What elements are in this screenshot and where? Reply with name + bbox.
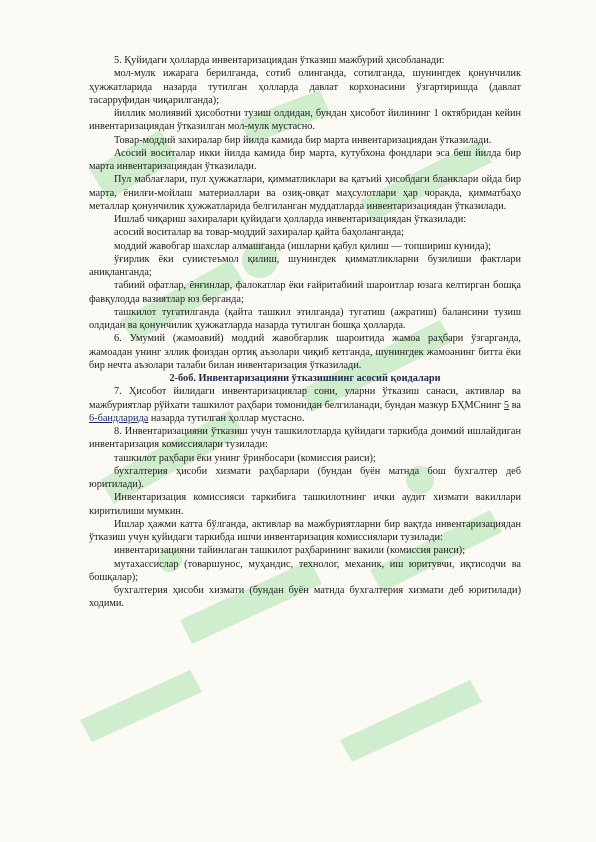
paragraph bbox=[89, 385, 521, 425]
paragraph: Товар-моддий захиралар бир йилда камида бир марта инвентаризациядан ўтказилади. bbox=[114, 134, 492, 146]
clause-link-5[interactable]: 5 bbox=[503, 399, 510, 411]
paragraph: табиий офатлар, ёнғинлар, фалокатлар ёки ғайритабиий шароитлар юзага келтирган бошқа фавқулодда вазиятлар юз берганда; bbox=[89, 280, 521, 305]
paragraph: Асосий воситалар икки йилда камида бир марта, кутубхона фондлари эса беш йилда бир марта инвентаризациядан ўтказилади. bbox=[89, 147, 521, 172]
paragraph: бухгалтерия ҳисоби хизмати (бундан буён матнда бухгалтерия хизмати деб юритилади) ходими. bbox=[89, 585, 521, 610]
paragraph: ўғирлик ёки суиистеъмол қилиш, шунингдек қимматликларни бузилиши фактлари аниқланганда; bbox=[89, 253, 521, 278]
paragraph-text: ва bbox=[509, 399, 521, 411]
paragraph: Ишлаб чиқариш захиралари қуйидаги ҳолларда инвентаризациядан ўтказилади: bbox=[114, 214, 467, 225]
paragraph-text: назарда тутилган ҳоллар мустасно. bbox=[148, 412, 305, 424]
clause-link-6[interactable]: 6-бандларида bbox=[89, 412, 149, 424]
document-body bbox=[89, 54, 521, 611]
paragraph: 8. Инвентаризацияни ўтказиш учун ташкилотларда қуйидаги таркибда доимий ишлайдиган инвентаризация комиссиялари тузилади: bbox=[89, 426, 521, 451]
paragraph: моддий жавобгар шахслар алмашганда (ишларни қабул қилиш — топшириш кунида); bbox=[114, 240, 492, 252]
paragraph: мутахассислар (товаршунос, муҳандис, технолог, механик, иш юритувчи, иқтисодчи ва бошқалар); bbox=[89, 558, 521, 583]
paragraph: мол-мулк ижарага берилганда, сотиб олинганда, сотилганда, шунингдек қонунчилик ҳужжатларида назарда тутилган ҳолларда давлат корхонасини ўзгартиришда (давлат тасарруфидан чиқарилганда); bbox=[89, 68, 521, 106]
paragraph: ташкилот раҳбари ёки унинг ўринбосари (комиссия раиси); bbox=[114, 452, 376, 464]
paragraph: инвентаризацияни тайинлаган ташкилот раҳбарининг вакили (комиссия раиси); bbox=[114, 545, 466, 557]
paragraph-text: 7. Ҳисобот йилидаги инвентаризациялар сони, уларни ўтказиш санаси, активлар ва мажбуриятлар рўйхати ташкилот раҳбари томонидан белгиланади, бундан мазкур БҲМСнинг bbox=[89, 386, 521, 411]
paragraph: Инвентаризация комиссияси таркибига ташкилотнинг ички аудит хизмати вакиллари киритилиши мумкин. bbox=[89, 492, 521, 517]
paragraph: Пул маблағлари, пул ҳужжатлари, қимматликлари ва қатъий ҳисобдаги бланклари ойда бир марта, ёнилғи-мойлаш материаллари ва озиқ-овқат маҳсулотлари ҳар чоракда, қимматбаҳо металлар қонунчилик ҳужжатларида белгиланган муддатларда инвентаризациядан ўтказилади. bbox=[89, 174, 521, 212]
paragraph: ташкилот тугатилганда (қайта ташкил этилганда) тугатиш (ажратиш) балансини тузиш олдидан ва қонунчилик ҳужжатларда назарда тутилган бошқа ҳолларда. bbox=[89, 306, 521, 331]
paragraph: 5. Қуйидаги ҳолларда инвентаризациядан ўтказиш мажбурий ҳисобланади: bbox=[114, 55, 445, 66]
paragraph: Ишлар ҳажми катта бўлганда, активлар ва мажбуриятларни бир вақтда инвентаризациядан ўтказиш учун қуйидаги таркибда ишчи инвентаризация комиссиялари тузилади: bbox=[89, 518, 521, 543]
paragraph: бухгалтерия ҳисоби хизмати раҳбарлари (бундан буён матнда бош бухгалтер деб юритилади). bbox=[89, 465, 521, 490]
paragraph: асосий воситалар ва товар-моддий захиралар қайта баҳолангандa; bbox=[114, 227, 404, 239]
paragraph: йиллик молиявий ҳисоботни тузиш олдидан, бундан ҳисобот йилининг 1 октябридан кейин инвентаризациядан ўтказилган мол-мулк мустасно. bbox=[89, 108, 521, 133]
paragraph: 6. Умумий (жамоавий) моддий жавобгарлик шароитида жамоа раҳбари ўзгарганда, жамоадан унинг эллик фоиздан ортиқ аъзолари чиқиб кетганда, шунингдек жамоанинг битта ёки бир нечта аъзолари талаби билан инвентаризация ўтказилади. bbox=[89, 333, 521, 371]
section-heading: 2-боб. Инвентаризацияни ўтказишнинг асосий қоидалари bbox=[169, 373, 441, 384]
